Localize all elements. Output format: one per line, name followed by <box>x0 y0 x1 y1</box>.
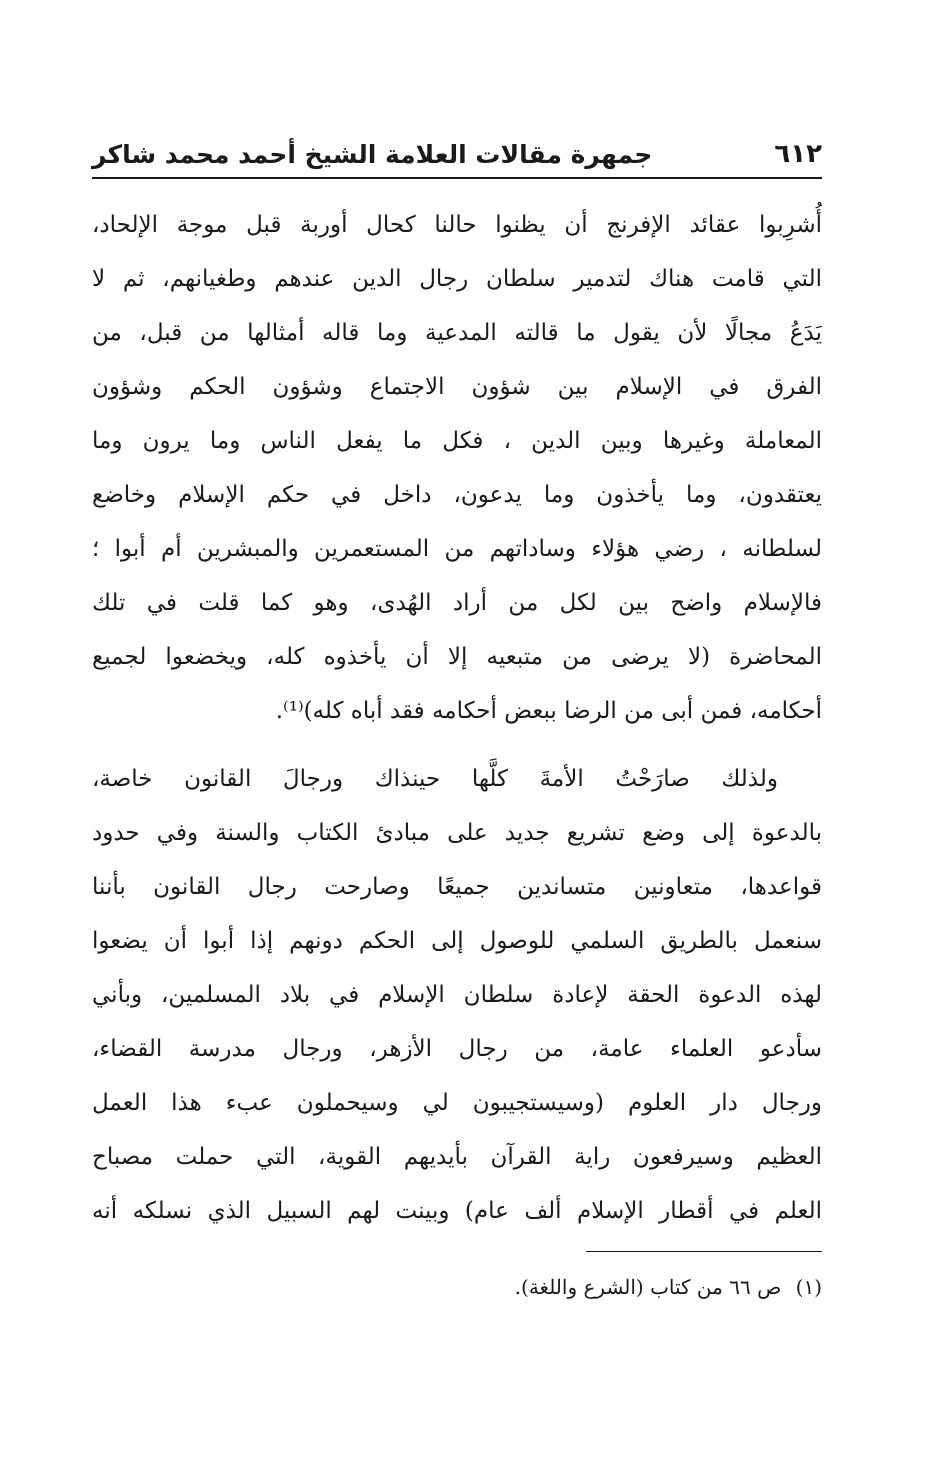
text-line: المعاملة وغيرها وبين الدين ، فكل ما يفعل الناس وما يرون وما <box>92 428 822 454</box>
footnote-marker: (١) <box>795 1275 822 1299</box>
paragraph-gap <box>92 738 822 752</box>
text-line: لسلطانه ، رضي هؤلاء وساداتهم من المستعمرين والمبشرين أم أبوا ؛ <box>92 536 822 562</box>
text-line: أحكامه، فمن أبى من الرضا ببعض أحكامه فقد أباه كله)⁽¹⁾. <box>275 698 822 724</box>
body-text <box>92 198 822 1238</box>
text-line: بالدعوة إلى وضع تشريع جديد على مبادئ الكتاب والسنة وفي حدود <box>92 820 822 846</box>
text-line: الفرق في الإسلام بين شؤون الاجتماع وشؤون الحكم وشؤون <box>92 374 822 400</box>
running-title: جمهرة مقالات العلامة الشيخ أحمد محمد شاكر <box>92 139 653 169</box>
paragraph-2 <box>92 752 822 1238</box>
text-line: المحاضرة (لا يرضى من متبعيه إلا أن يأخذوه كله، ويخضعوا لجميع <box>92 644 822 670</box>
text-line: العلم في أقطار الإسلام ألف عام) وبينت لهم السبيل الذي نسلكه أنه <box>92 1198 822 1224</box>
text-line: لهذه الدعوة الحقة لإعادة سلطان الإسلام في بلاد المسلمين، وبأني <box>92 982 822 1008</box>
page-number: ٦١٢ <box>774 139 822 169</box>
text-line: يَدَعُ مجالًا لأن يقول ما قالته المدعية وما قاله أمثالها من قبل، من <box>92 320 822 346</box>
page-header <box>92 132 822 176</box>
text-line: سأدعو العلماء عامة، من رجال الأزهر، ورجال مدرسة القضاء، <box>92 1036 822 1062</box>
footnote-text: ص ٦٦ من كتاب (الشرع واللغة). <box>514 1275 782 1299</box>
text-line: يعتقدون، وما يأخذون وما يدعون، داخل في حكم الإسلام وخاضع <box>92 482 822 508</box>
text-line: العظيم وسيرفعون راية القرآن بأيديهم القوية، التي حملت مصباح <box>92 1144 822 1170</box>
paragraph-1 <box>92 198 822 738</box>
footnote <box>92 1272 822 1302</box>
footnote-rule <box>586 1251 822 1252</box>
text-line: أُشرِبوا عقائد الإفرنج أن يظنوا حالنا كحال أوربة قبل موجة الإلحاد، <box>92 212 822 238</box>
text-line: سنعمل بالطريق السلمي للوصول إلى الحكم دونهم إذا أبوا أن يضعوا <box>92 928 822 954</box>
header-rule <box>92 177 822 179</box>
text-line: ورجال دار العلوم (وسيستجيبون لي وسيحملون عبء هذا العمل <box>92 1090 822 1116</box>
text-line: التي قامت هناك لتدمير سلطان رجال الدين عندهم وطغيانهم، ثم لا <box>92 266 822 292</box>
text-line: ولذلك صارَحْتُ الأمةَ كلَّها حينذاك ورجالَ القانون خاصة، <box>92 766 778 792</box>
text-line: قواعدها، متعاونين متساندين جميعًا وصارحت رجال القانون بأننا <box>92 874 822 900</box>
text-line: فالإسلام واضح بين لكل من أراد الهُدى، وهو كما قلت في تلك <box>92 590 822 616</box>
